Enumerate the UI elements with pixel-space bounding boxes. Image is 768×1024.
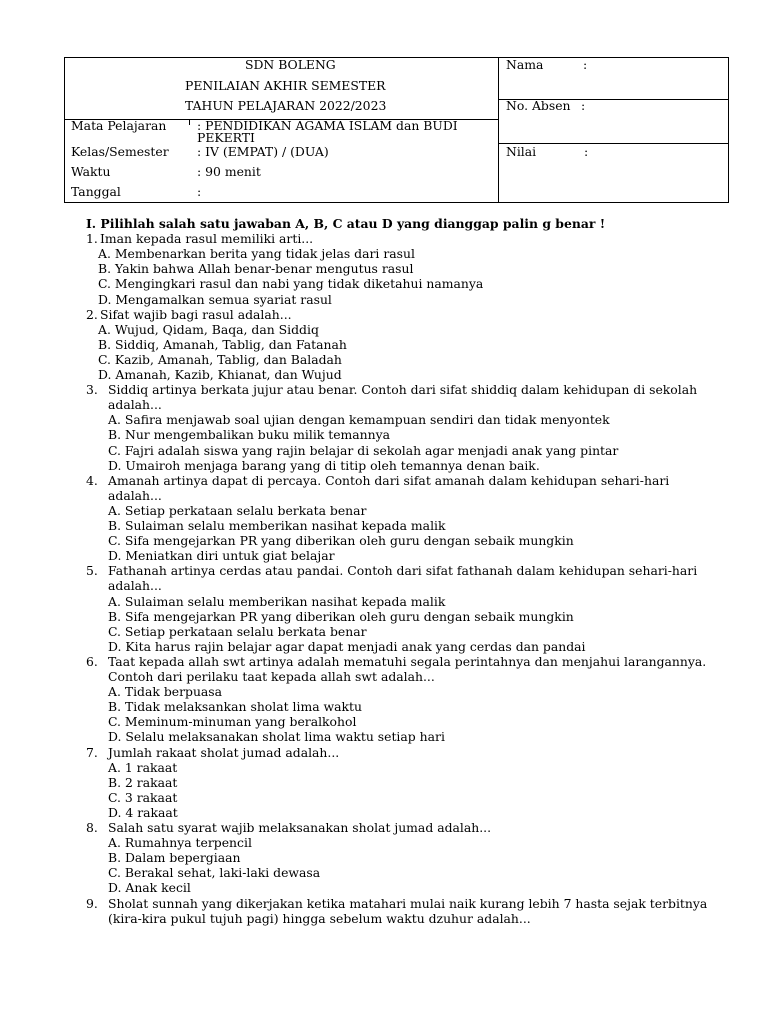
field-label-absen: No. Absen <box>506 98 571 113</box>
answer-option[interactable]: D. Umairoh menjaga barang yang di titip oleh temannya denan baik. <box>108 457 540 473</box>
question-text: Sholat sunnah yang dikerjakan ketika matahari mulai naik kurang lebih 7 hasta sejak terbitnya <box>108 895 708 911</box>
section-instruction: I. Pilihlah salah satu jawaban A, B, C atau D yang dianggap palin g benar ! <box>86 216 606 231</box>
question-text: adalah... <box>108 487 162 503</box>
answer-option[interactable]: B. 2 rakaat <box>108 774 178 790</box>
field-label-date: Tanggal <box>71 184 121 199</box>
answer-option[interactable]: C. Berakal sehat, laki-laki dewasa <box>108 865 321 881</box>
question-text: Salah satu syarat wajib melaksanakan sholat jumad adalah... <box>108 820 492 835</box>
answer-option[interactable]: B. Yakin bahwa Allah benar-benar mengutus rasul <box>98 261 414 277</box>
answer-option[interactable]: D. 4 rakaat <box>108 804 178 820</box>
answer-option[interactable]: C. Meminum-minuman yang beralkohol <box>108 714 357 730</box>
question-number: 9. <box>86 895 98 911</box>
answer-option[interactable]: A. 1 rakaat <box>108 759 178 775</box>
answer-option[interactable]: B. Siddiq, Amanah, Tablig, dan Fatanah <box>98 336 347 352</box>
answer-option[interactable]: A. Membenarkan berita yang tidak jelas dari rasul <box>98 246 415 262</box>
answer-option[interactable]: A. Rumahnya terpencil <box>108 835 252 851</box>
field-colon-name: : <box>583 57 588 72</box>
field-value-date: : <box>197 184 202 199</box>
answer-option[interactable]: B. Dalam bepergiaan <box>108 850 241 866</box>
field-label-subject: Mata Pelajaran <box>71 118 167 133</box>
field-colon-absen: : <box>581 98 586 113</box>
exam-header-box <box>64 57 729 203</box>
field-label-class: Kelas/Semester <box>71 144 169 159</box>
answer-option[interactable]: C. Mengingkari rasul dan nabi yang tidak diketahui namanya <box>98 276 484 292</box>
school-name: SDN BOLENG <box>245 57 336 72</box>
answer-option[interactable]: A. Tidak berpuasa <box>108 684 223 700</box>
question-text: Iman kepada rasul memiliki arti... <box>100 231 314 247</box>
question-text: Jumlah rakaat sholat jumad adalah... <box>108 744 340 760</box>
header-divider-vertical <box>498 58 499 202</box>
answer-option[interactable]: D. Anak kecil <box>108 880 191 896</box>
question-number: 7. <box>86 744 98 760</box>
answer-option[interactable]: D. Meniatkan diri untuk giat belajar <box>108 548 335 564</box>
answer-option[interactable]: B. Nur mengembalikan buku milik temannya <box>108 427 391 443</box>
question-number: 2. <box>86 306 98 322</box>
answer-option[interactable]: D. Selalu melaksanakan sholat lima waktu setiap hari <box>108 729 445 745</box>
field-value-class: : IV (EMPAT) / (DUA) <box>197 144 329 159</box>
question-number: 6. <box>86 653 98 669</box>
question-text: adalah... <box>108 578 162 594</box>
answer-option[interactable]: A. Setiap perkataan selalu berkata benar <box>108 502 367 518</box>
answer-option[interactable]: C. Setiap perkataan selalu berkata benar <box>108 623 367 639</box>
answer-option[interactable]: D. Kita harus rajin belajar agar dapat menjadi anak yang cerdas dan pandai <box>108 638 586 654</box>
header-divider-short <box>189 119 190 125</box>
answer-option[interactable]: C. Kazib, Amanah, Tablig, dan Baladah <box>98 351 342 367</box>
field-value-time: : 90 menit <box>197 164 261 179</box>
answer-option[interactable]: C. Sifa mengejarkan PR yang diberikan oleh guru dengan sebaik mungkin <box>108 533 574 549</box>
question-text: Sifat wajib bagi rasul adalah... <box>100 306 292 322</box>
question-text: Amanah artinya dapat di percaya. Contoh dari sifat amanah dalam kehidupan sehari-hari <box>108 472 670 488</box>
question-number: 5. <box>86 563 98 579</box>
field-colon-score: : <box>584 144 589 159</box>
question-text: Siddiq artinya berkata jujur atau benar. Contoh dari sifat shiddiq dalam kehidupan di sekolah <box>108 382 698 398</box>
answer-option[interactable]: C. 3 rakaat <box>108 789 178 805</box>
answer-option[interactable]: B. Tidak melaksankan sholat lima waktu <box>108 699 362 715</box>
field-value-subject-cont: PEKERTI <box>197 130 255 145</box>
field-label-score: Nilai <box>506 144 537 159</box>
field-label-time: Waktu <box>71 164 111 179</box>
school-year: TAHUN PELAJARAN 2022/2023 <box>185 98 387 113</box>
question-text: adalah... <box>108 397 162 413</box>
exam-name: PENILAIAN AKHIR SEMESTER <box>185 78 386 93</box>
field-value-subject: : PENDIDIKAN AGAMA ISLAM dan BUDI <box>197 118 458 133</box>
question-number: 1. <box>86 231 98 247</box>
answer-option[interactable]: D. Mengamalkan semua syariat rasul <box>98 291 332 307</box>
question-text: Contoh dari perilaku taat kepada allah swt adalah... <box>108 669 435 684</box>
question-text: Fathanah artinya cerdas atau pandai. Contoh dari sifat fathanah dalam kehidupan sehari-hari <box>108 563 698 579</box>
answer-option[interactable]: C. Fajri adalah siswa yang rajin belajar di sekolah agar menjadi anak yang pintar <box>108 442 619 458</box>
answer-option[interactable]: A. Wujud, Qidam, Baqa, dan Siddiq <box>98 321 319 337</box>
question-number: 8. <box>86 820 98 835</box>
answer-option[interactable]: B. Sulaiman selalu memberikan nasihat kepada malik <box>108 518 446 533</box>
answer-option[interactable]: B. Sifa mengejarkan PR yang diberikan oleh guru dengan sebaik mungkin <box>108 608 574 624</box>
answer-option[interactable]: A. Safira menjawab soal ujian dengan kemampuan sendiri dan tidak menyontek <box>108 412 610 428</box>
question-text: Taat kepada allah swt artinya adalah mematuhi segala perintahnya dan menjahui larangannya. <box>108 653 707 669</box>
question-number: 3. <box>86 382 98 398</box>
field-label-name: Nama <box>506 57 544 72</box>
answer-option[interactable]: A. Sulaiman selalu memberikan nasihat kepada malik <box>108 593 446 609</box>
answer-option[interactable]: D. Amanah, Kazib, Khianat, dan Wujud <box>98 367 342 382</box>
question-text: (kira-kira pukul tujuh pagi) hingga sebelum waktu dzuhur adalah... <box>108 910 531 926</box>
question-number: 4. <box>86 472 98 488</box>
